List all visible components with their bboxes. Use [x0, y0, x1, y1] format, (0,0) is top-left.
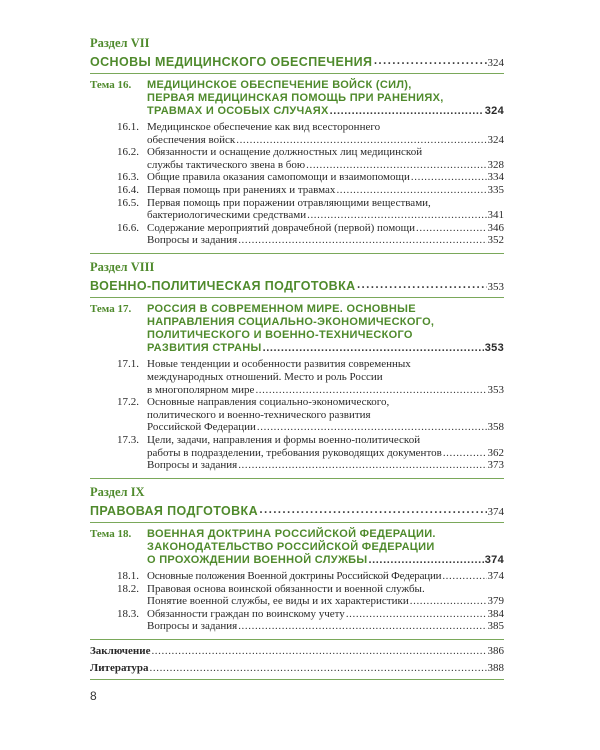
topic-entry[interactable]: [90, 528, 504, 567]
section-divider: [90, 253, 504, 254]
literature-entry[interactable]: Литература ..... 388: [90, 662, 504, 675]
toc-item[interactable]: 18.2. Правовая основа воинской обязанности и военной службы. Понятие военной службы, ее виды и их характеристики ..... 379: [117, 583, 504, 608]
section-divider: [90, 522, 504, 523]
section-8: [90, 259, 504, 479]
section-divider: [90, 679, 504, 680]
section-divider: [90, 478, 504, 479]
topic-line: ВОЕННАЯ ДОКТРИНА РОССИЙСКОЙ ФЕДЕРАЦИИ.: [147, 528, 436, 541]
section-title: ПРАВОВАЯ ПОДГОТОВКА: [90, 504, 259, 519]
section-7: [90, 35, 504, 254]
page-ref: 374: [484, 554, 504, 567]
topic-line: ПЕРВАЯ МЕДИЦИНСКАЯ ПОМОЩЬ ПРИ РАНЕНИЯХ,: [147, 92, 444, 104]
page-ref: 324: [487, 57, 504, 69]
toc-item[interactable]: 18.1. Основные положения Военной доктрины Российской Федерации ..... 374: [117, 570, 504, 583]
toc-item[interactable]: 17.1. Новые тенденции и особенности развития современных международных отношений. Место и роль России в многополярном мире ..... 353: [117, 358, 504, 396]
page-ref: 374: [487, 506, 504, 519]
topic-line: ТРАВМАХ И ОСОБЫХ СЛУЧАЯХ: [147, 105, 329, 117]
section-label: Раздел VIII: [90, 260, 155, 275]
section-title-row[interactable]: [90, 275, 504, 293]
page-ref: 353: [487, 281, 504, 294]
topic-line: МЕДИЦИНСКОЕ ОБЕСПЕЧЕНИЕ ВОЙСК (СИЛ),: [147, 79, 412, 91]
topic-line: О ПРОХОЖДЕНИИ ВОЕННОЙ СЛУЖБЫ: [147, 554, 368, 567]
questions-entry[interactable]: Вопросы и задания ..... 373: [147, 459, 504, 472]
topic-entry[interactable]: [90, 303, 504, 355]
conclusion-entry[interactable]: Заключение ..... 386: [90, 645, 504, 658]
toc-item[interactable]: 16.3. Общие правила оказания самопомощи и взаимопомощи ..... 334: [117, 171, 504, 184]
page-ref: 324: [484, 105, 504, 117]
toc-item[interactable]: 16.2. Обязанности и оснащение должностных лиц медицинской службы тактического звена в бою ..... 328: [117, 146, 504, 171]
section-title: ОСНОВЫ МЕДИЦИНСКОГО ОБЕСПЕЧЕНИЯ: [90, 55, 373, 69]
toc-item[interactable]: 16.5. Первая помощь при поражении отравляющими веществами, бактериологическими средствами ..... 341: [117, 197, 504, 222]
toc-item[interactable]: 17.3. Цели, задачи, направления и формы военно-политической работы в подразделении, требования руководящих документов ..... 362: [117, 434, 504, 459]
topic-label: Тема 18.: [90, 528, 132, 541]
toc-item[interactable]: 16.1. Медицинское обеспечение как вид всестороннего обеспечения войск ..... 324: [117, 121, 504, 146]
section-title: ВОЕННО-ПОЛИТИЧЕСКАЯ ПОДГОТОВКА: [90, 279, 356, 294]
section-title-row[interactable]: [90, 51, 504, 69]
questions-entry[interactable]: Вопросы и задания ..... 385: [147, 620, 504, 633]
section-divider: [90, 639, 504, 640]
topic-line: ПОЛИТИЧЕСКОГО И ВОЕННО-ТЕХНИЧЕСКОГО: [147, 329, 413, 342]
section-divider: [90, 73, 504, 74]
section-title-row[interactable]: [90, 500, 504, 518]
section-divider: [90, 297, 504, 298]
topic-line: ЗАКОНОДАТЕЛЬСТВО РОССИЙСКОЙ ФЕДЕРАЦИИ: [147, 541, 435, 554]
topic-entry[interactable]: [90, 79, 504, 118]
section-label: Раздел VII: [90, 36, 150, 50]
table-of-contents: [90, 35, 504, 685]
topic-line: РОССИЯ В СОВРЕМЕННОМ МИРЕ. ОСНОВНЫЕ: [147, 303, 416, 316]
page-ref: 353: [484, 342, 504, 355]
topic-line: РАЗВИТИЯ СТРАНЫ: [147, 342, 262, 355]
toc-item[interactable]: 16.6. Содержание мероприятий доврачебной (первой) помощи ..... 346: [117, 222, 504, 235]
topic-label: Тема 17.: [90, 303, 132, 316]
topic-label: Тема 16.: [90, 79, 132, 91]
section-label: Раздел IX: [90, 485, 145, 500]
page-number: 8: [90, 689, 97, 703]
toc-item[interactable]: 16.4. Первая помощь при ранениях и травмах ..... 335: [117, 184, 504, 197]
topic-line: НАПРАВЛЕНИЯ СОЦИАЛЬНО-ЭКОНОМИЧЕСКОГО,: [147, 316, 435, 329]
questions-entry[interactable]: Вопросы и задания ..... 352: [147, 234, 504, 247]
section-9: [90, 484, 504, 640]
toc-item[interactable]: 18.3. Обязанности граждан по воинскому учету ..... 384: [117, 608, 504, 621]
toc-item[interactable]: 17.2. Основные направления социально-экономического, политического и военно-технического развития Российской Федерации ..... 358: [117, 396, 504, 434]
